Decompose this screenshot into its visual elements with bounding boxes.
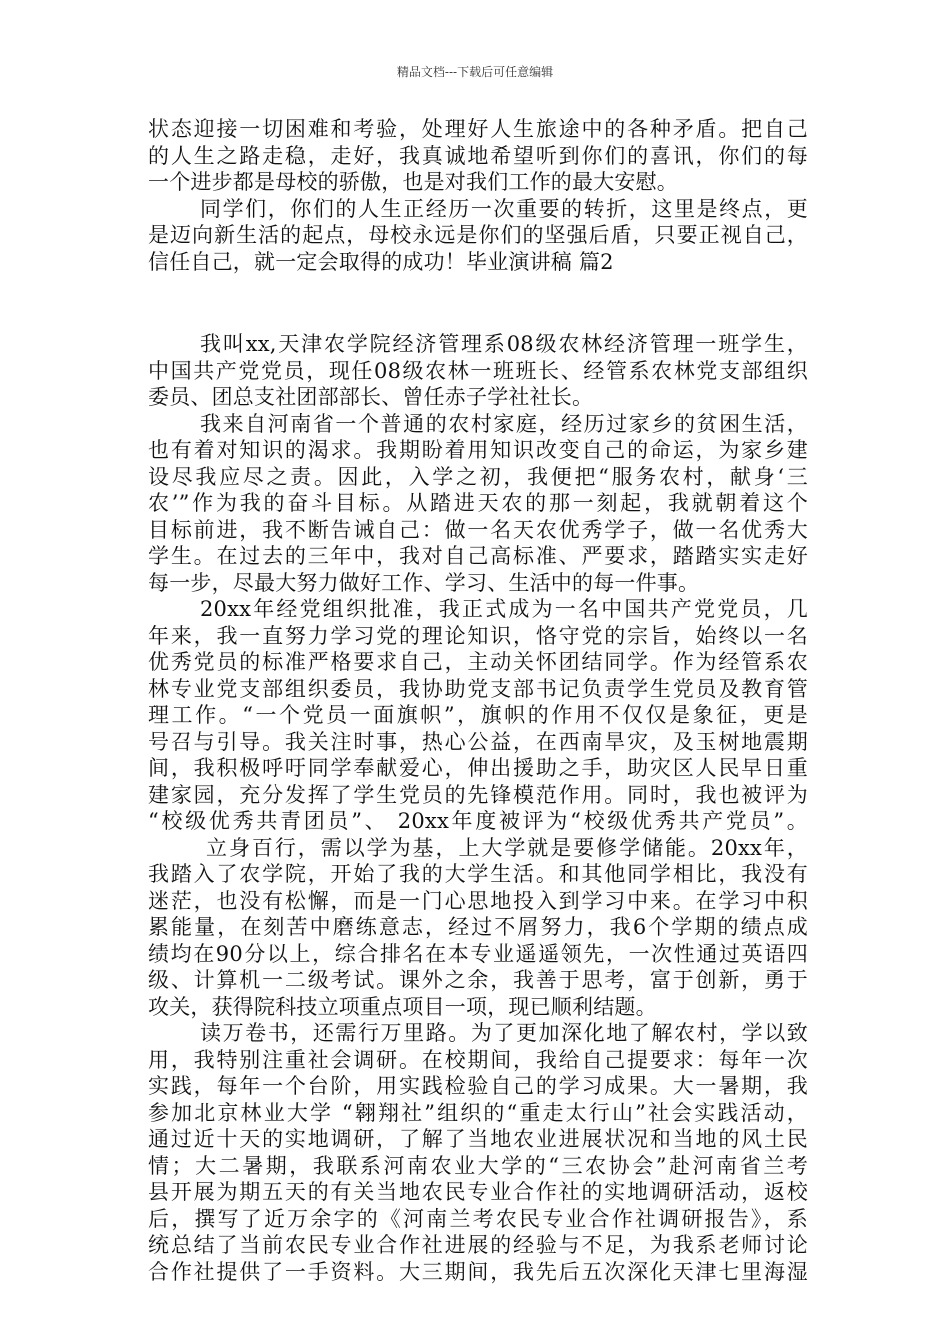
text-line: 立身百行，需以学为基，上大学就是要修学储能。20xx年， [206, 835, 808, 860]
text-line: 委员、团总支社团部部长、曾任赤子学社社长。 [148, 385, 594, 409]
text-line: 读万卷书，还需行万里路。为了更加深化地了解农村，学以致 [200, 1021, 808, 1045]
text-line: 统总结了当前农民专业合作社进展的经验与不足，为我系老师讨论 [148, 1233, 808, 1257]
text-line: 用，我特别注重社会调研。在校期间，我给自己提要求：每年一次 [148, 1047, 808, 1072]
text-line: 迷茫，也没有松懈，而是一门心思地投入到学习中来。在学习中积 [148, 888, 808, 913]
text-line: 也有着对知识的渴求。我期盼着用知识改变自己的命运，为家乡建 [148, 438, 808, 462]
text-line: 目标前进，我不断告诫自己：做一名天农优秀学子，做一名优秀大 [148, 517, 808, 542]
page-header: 精品文档---下载后可任意编辑 [396, 65, 554, 79]
text-line: 年来，我一直努力学习党的理论知识，恪守党的宗旨，始终以一名 [148, 623, 808, 648]
text-line: 间，我积极呼吁同学奉献爱心，伸出援助之手，助灾区人民早日重 [148, 756, 808, 780]
text-line: 信任自己，就一定会取得的成功！毕业演讲稿 篇2 [148, 249, 614, 274]
text-line: 20xx年经党组织批准，我正式成为一名中国共产党党员，几 [200, 597, 808, 621]
text-line: 每一步，尽最大努力做好工作、学习、生活中的每一件事。 [148, 570, 700, 595]
text-line: 林专业党支部组织委员，我协助党支部书记负责学生党员及教育管 [148, 676, 808, 701]
text-line: 情；大二暑期，我联系河南农业大学的“三农协会”赴河南省兰考 [148, 1153, 808, 1178]
text-line: 的人生之路走稳，走好，我真诚地希望听到你们的喜讯，你们的每 [148, 143, 808, 168]
text-line: 实践，每年一个台阶，用实践检验自己的学习成果。大一暑期，我 [148, 1074, 808, 1098]
text-line: 通过近十天的实地调研，了解了当地农业进展状况和当地的风土民 [148, 1127, 808, 1151]
section-gap [148, 275, 808, 331]
text-line: 累能量，在刻苦中磨练意志，经过不屑努力，我6个学期的绩点成 [148, 915, 808, 939]
text-line: 优秀党员的标准严格要求自己，主动关怀团结同学。作为经管系农 [148, 650, 808, 674]
text-line: 一个进步都是母校的骄傲，也是对我们工作的最大安慰。 [148, 170, 678, 194]
text-line: “校级优秀共青团员”、 20xx年度被评为“校级优秀共产党员”。 [148, 809, 808, 833]
text-line: 是迈向新生活的起点，母校永远是你们的坚强后盾，只要正视自己， [148, 223, 808, 247]
text-line: 参加北京林业大学 “翱翔社”组织的“重走太行山”社会实践活动， [148, 1100, 808, 1125]
text-line: 我叫xx,天津农学院经济管理系08级农林经济管理一班学生， [200, 332, 808, 356]
text-line: 同学们，你们的人生正经历一次重要的转折，这里是终点，更 [200, 196, 808, 221]
text-line: 农’”作为我的奋斗目标。从踏进天农的那一刻起，我就朝着这个 [148, 491, 808, 515]
text-line: 建家园，充分发挥了学生党员的先锋模范作用。同时，我也被评为 [148, 782, 808, 807]
text-line: 中国共产党党员，现任08级农林一班班长、经管系农林党支部组织 [148, 358, 808, 383]
text-line: 县开展为期五天的有关当地农民专业合作社的实地调研活动，返校 [148, 1180, 808, 1204]
text-line: 攻关，获得院科技立项重点项目一项，现已顺利结题。 [148, 994, 657, 1019]
text-line: 后，撰写了近万余字的《河南兰考农民专业合作社调研报告》，系 [148, 1206, 808, 1231]
text-line: 设尽我应尽之责。因此，入学之初，我便把“服务农村，献身‘三 [148, 464, 808, 489]
text-line: 合作社提供了一手资料。大三期间，我先后五次深化天津七里海湿 [148, 1259, 808, 1284]
text-line: 学生。在过去的三年中，我对自己高标准、严要求，踏踏实实走好 [148, 544, 808, 568]
text-line: 状态迎接一切困难和考验，处理好人生旅途中的各种矛盾。把自己 [148, 117, 808, 141]
text-line: 我踏入了农学院，开始了我的大学生活。和其他同学相比，我没有 [148, 862, 808, 886]
text-line: 绩均在90分以上，综合排名在本专业遥遥领先，一次性通过英语四 [148, 941, 808, 966]
text-line: 理工作。“一个党员一面旗帜”，旗帜的作用不仅仅是象征，更是 [148, 703, 808, 727]
text-line: 我来自河南省一个普通的农村家庭，经历过家乡的贫困生活， [200, 411, 808, 436]
text-line: 号召与引导。我关注时事，热心公益，在西南旱灾，及玉树地震期 [148, 729, 808, 754]
document-body [148, 116, 808, 1285]
text-line: 级、计算机一二级考试。课外之余，我善于思考，富于创新，勇于 [148, 968, 808, 992]
